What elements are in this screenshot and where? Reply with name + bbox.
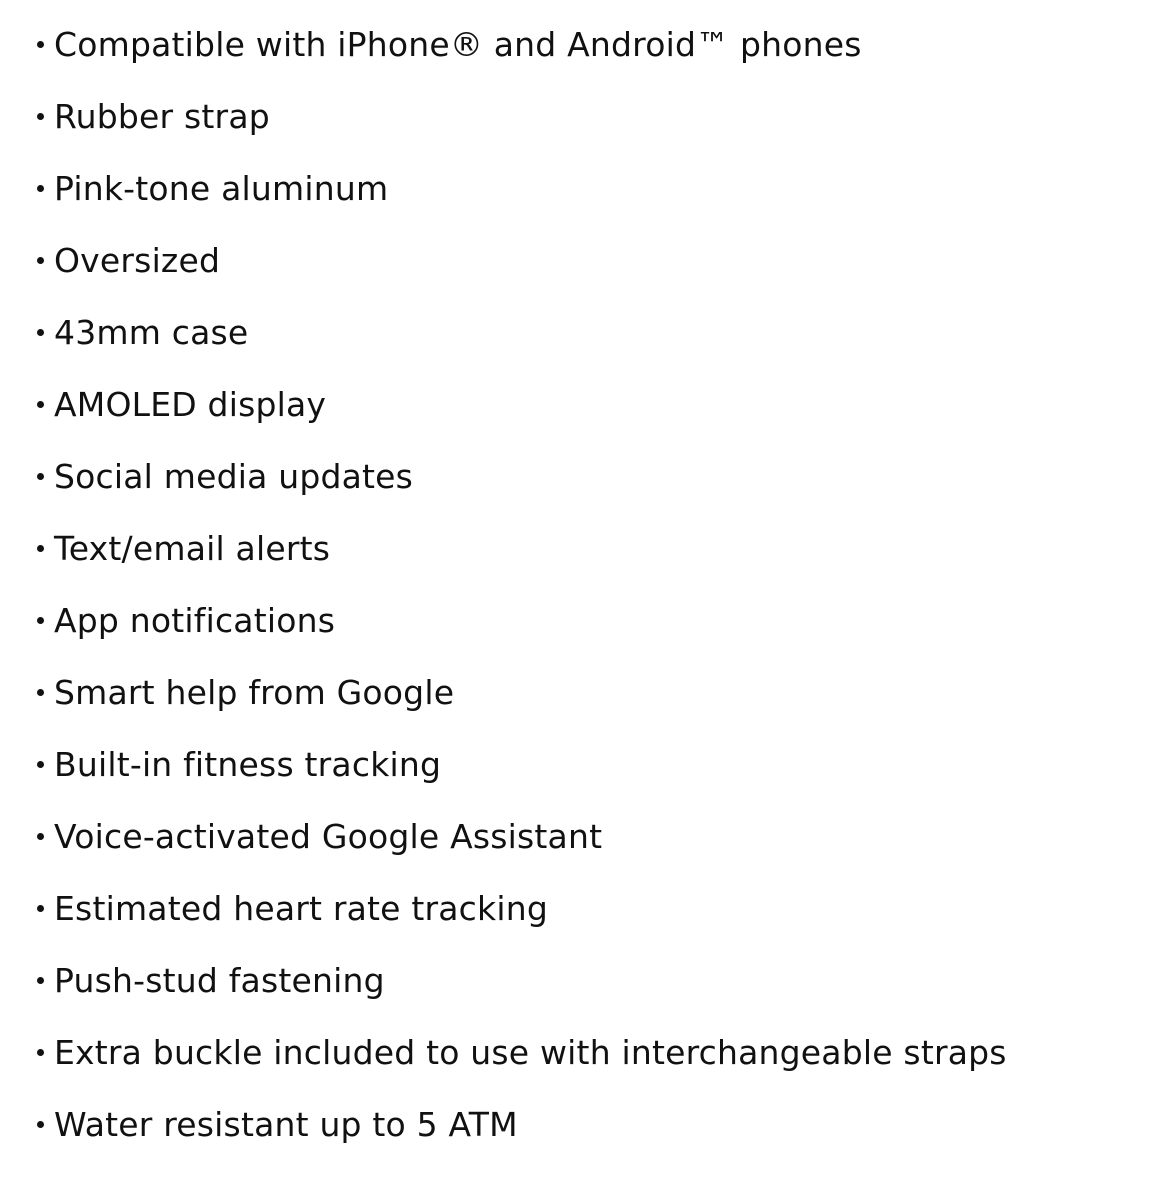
feature-text: Smart help from Google: [54, 673, 455, 712]
bullet-icon: [37, 617, 44, 624]
feature-text: App notifications: [54, 601, 336, 640]
bullet-icon: [37, 1121, 44, 1128]
feature-text: Pink-tone aluminum: [54, 169, 389, 208]
bullet-icon: [37, 329, 44, 336]
feature-text: Estimated heart rate tracking: [54, 889, 548, 928]
bullet-icon: [37, 545, 44, 552]
bullet-icon: [37, 401, 44, 408]
feature-text: Built-in fitness tracking: [54, 745, 442, 784]
feature-text: Text/email alerts: [54, 529, 331, 568]
bullet-icon: [37, 113, 44, 120]
bullet-icon: [37, 185, 44, 192]
feature-text: Extra buckle included to use with interchangeable straps: [54, 1033, 1007, 1072]
bullet-icon: [37, 257, 44, 264]
bullet-icon: [37, 473, 44, 480]
feature-text: 43mm case: [54, 313, 249, 352]
bullet-icon: [37, 833, 44, 840]
bullet-icon: [37, 977, 44, 984]
feature-text: Social media updates: [54, 457, 414, 496]
bullet-icon: [37, 1049, 44, 1056]
bullet-icon: [37, 761, 44, 768]
feature-text: Rubber strap: [54, 97, 270, 136]
feature-text: Oversized: [54, 241, 221, 280]
bullet-icon: [37, 41, 44, 48]
feature-text: Voice-activated Google Assistant: [54, 817, 603, 856]
feature-text: Compatible with iPhone® and Android™ phones: [54, 25, 862, 64]
bullet-icon: [37, 689, 44, 696]
feature-text: Push-stud fastening: [54, 961, 385, 1000]
feature-text: Water resistant up to 5 ATM: [54, 1105, 518, 1144]
bullet-icon: [37, 905, 44, 912]
feature-text: AMOLED display: [54, 385, 327, 424]
